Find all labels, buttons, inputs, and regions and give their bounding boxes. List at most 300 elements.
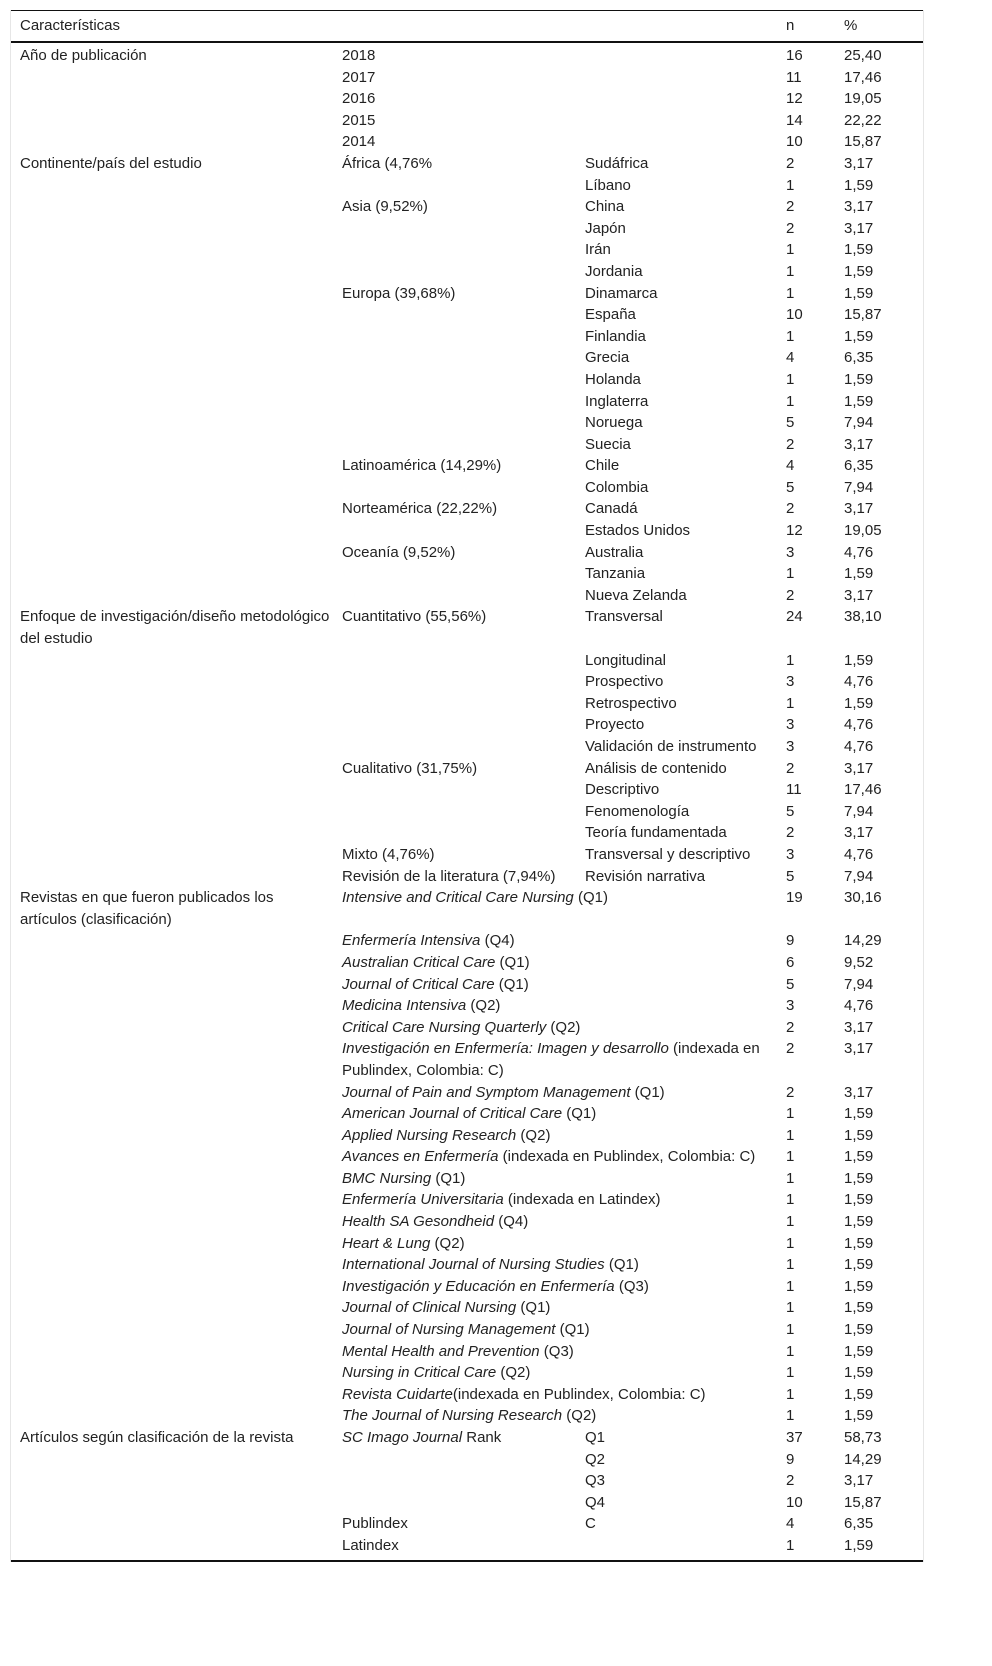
category-cell xyxy=(11,671,333,693)
category-cell xyxy=(11,1405,333,1427)
percent-cell: 4,76 xyxy=(844,716,874,734)
table-header-row xyxy=(11,11,923,43)
count-cell: 3 xyxy=(786,997,795,1015)
table-row xyxy=(11,1168,923,1190)
table-row xyxy=(11,42,923,67)
percent-cell: 7,94 xyxy=(844,478,874,496)
category-cell xyxy=(11,822,333,844)
percent-cell: 1,59 xyxy=(844,694,874,712)
count-cell: 1 xyxy=(786,1385,795,1403)
journal-title: Heart & Lung xyxy=(342,1234,431,1252)
percent-cell: 1,59 xyxy=(844,392,874,410)
group-cell xyxy=(333,218,576,240)
table-row xyxy=(11,1254,923,1276)
table-row xyxy=(11,1427,923,1449)
journal-classification: (Q1) xyxy=(555,1321,590,1339)
subgroup-cell xyxy=(576,110,777,132)
percent-cell: 7,94 xyxy=(844,975,874,993)
subgroup-cell: Teoría fundamentada xyxy=(585,824,727,842)
journal-classification: (Q1) xyxy=(604,1256,639,1274)
group-cell xyxy=(333,412,576,434)
subgroup-cell xyxy=(576,131,777,153)
journal-cell xyxy=(333,1103,777,1125)
table-row xyxy=(11,131,923,153)
table-row xyxy=(11,585,923,607)
index-name: Latindex xyxy=(342,1536,399,1554)
journal-cell xyxy=(333,887,777,930)
index-cell xyxy=(333,1492,576,1514)
subgroup-cell: Sudáfrica xyxy=(585,154,649,172)
percent-cell: 1,59 xyxy=(844,284,874,302)
journal-title: Critical Care Nursing Quarterly xyxy=(342,1018,547,1036)
percent-cell: 3,17 xyxy=(844,198,874,216)
percent-cell: 3,17 xyxy=(844,435,874,453)
category-cell xyxy=(11,1492,333,1514)
category-cell: Año de publicación xyxy=(20,47,147,64)
header-blank-2 xyxy=(576,11,777,43)
subgroup-cell: Retrospectivo xyxy=(585,694,677,712)
table-row xyxy=(11,606,923,649)
group-cell xyxy=(333,585,576,607)
table-row xyxy=(11,261,923,283)
subgroup-cell: España xyxy=(585,306,636,324)
count-cell: 9 xyxy=(786,1450,795,1468)
index-name: Rank xyxy=(462,1429,502,1446)
percent-cell: 3,17 xyxy=(844,824,874,842)
count-cell: 2 xyxy=(786,435,795,453)
table-row xyxy=(11,693,923,715)
category-cell xyxy=(11,498,333,520)
journal-title: Medicina Intensiva xyxy=(342,997,467,1015)
journal-cell xyxy=(333,1038,777,1081)
table-row xyxy=(11,1470,923,1492)
table-row xyxy=(11,1297,923,1319)
percent-cell: 1,59 xyxy=(844,1364,874,1382)
category-cell xyxy=(11,1341,333,1363)
category-cell xyxy=(11,930,333,952)
percent-cell: 1,59 xyxy=(844,1105,874,1123)
category-cell xyxy=(11,1449,333,1471)
quartile-cell: C xyxy=(585,1515,596,1533)
table-row xyxy=(11,498,923,520)
table-row xyxy=(11,110,923,132)
group-cell xyxy=(333,563,576,585)
journal-classification: (Q2) xyxy=(546,1018,581,1036)
category-cell xyxy=(11,1017,333,1039)
percent-cell: 3,17 xyxy=(844,1083,874,1101)
quartile-cell: Q3 xyxy=(585,1472,606,1490)
category-cell xyxy=(11,196,333,218)
category-cell xyxy=(11,974,333,996)
percent-cell: 3,17 xyxy=(844,1040,874,1058)
subgroup-cell: Inglaterra xyxy=(585,392,649,410)
count-cell: 3 xyxy=(786,845,795,863)
percent-cell: 15,87 xyxy=(844,1493,882,1511)
count-cell: 1 xyxy=(786,370,795,388)
index-cell xyxy=(333,1513,576,1535)
table-row xyxy=(11,88,923,110)
table-row xyxy=(11,952,923,974)
percent-cell: 1,59 xyxy=(844,1277,874,1295)
journal-title: Journal of Nursing Management xyxy=(342,1321,556,1339)
journal-classification: (indexada en Latindex) xyxy=(503,1191,661,1209)
percent-cell: 1,59 xyxy=(844,176,874,194)
group-cell: Cualitativo (31,75%) xyxy=(342,759,478,777)
subgroup-cell: Prospectivo xyxy=(585,673,664,691)
journal-title: The Journal of Nursing Research xyxy=(342,1407,563,1425)
table-row xyxy=(11,866,923,888)
journal-classification: (Q1) xyxy=(495,953,530,971)
percent-cell: 38,10 xyxy=(844,608,882,626)
count-cell: 3 xyxy=(786,738,795,755)
table-row xyxy=(11,779,923,801)
table-row xyxy=(11,1211,923,1233)
group-cell: 2017 xyxy=(342,68,376,86)
subgroup-cell: Noruega xyxy=(585,414,643,432)
category-cell xyxy=(11,1082,333,1104)
count-cell: 2 xyxy=(786,1018,795,1036)
category-cell xyxy=(11,369,333,391)
journal-cell xyxy=(333,1341,777,1363)
percent-cell: 22,22 xyxy=(844,111,882,129)
group-cell: Oceanía (9,52%) xyxy=(342,543,456,561)
table-row xyxy=(11,887,923,930)
category-cell xyxy=(11,347,333,369)
count-cell: 1 xyxy=(786,565,795,583)
journal-classification: (indexada en Publindex, Colombia: C) xyxy=(342,1040,764,1079)
count-cell: 1 xyxy=(786,1299,795,1317)
count-cell: 19 xyxy=(786,889,803,907)
journal-cell xyxy=(333,1146,777,1168)
subgroup-cell: Estados Unidos xyxy=(585,522,691,540)
count-cell: 6 xyxy=(786,953,795,971)
percent-cell: 1,59 xyxy=(844,1169,874,1187)
journal-cell xyxy=(333,1362,777,1384)
journal-classification: (Q3) xyxy=(539,1342,574,1360)
group-cell xyxy=(333,239,576,261)
table-row xyxy=(11,412,923,434)
percent-cell: 17,46 xyxy=(844,68,882,86)
table-row xyxy=(11,1017,923,1039)
percent-cell: 6,35 xyxy=(844,457,874,475)
category-cell xyxy=(11,563,333,585)
group-cell: Norteamérica (22,22%) xyxy=(342,500,498,518)
journal-cell xyxy=(333,1168,777,1190)
percent-cell: 58,73 xyxy=(844,1429,882,1446)
subgroup-cell: Holanda xyxy=(585,370,641,388)
table-row xyxy=(11,175,923,197)
category-cell xyxy=(11,218,333,240)
percent-cell: 4,76 xyxy=(844,997,874,1015)
group-cell xyxy=(333,477,576,499)
count-cell: 1 xyxy=(786,1191,795,1209)
count-cell: 4 xyxy=(786,1515,795,1533)
journal-title: Journal of Clinical Nursing xyxy=(342,1299,517,1317)
table-row xyxy=(11,1535,923,1561)
journal-cell xyxy=(333,930,777,952)
subgroup-cell: Finlandia xyxy=(585,327,646,345)
subgroup-cell: Proyecto xyxy=(585,716,645,734)
group-cell: 2018 xyxy=(342,47,376,64)
percent-cell: 7,94 xyxy=(844,802,874,820)
percent-cell: 6,35 xyxy=(844,1515,874,1533)
percent-cell: 1,59 xyxy=(844,651,874,669)
category-cell: Artículos según clasificación de la revista xyxy=(20,1429,294,1446)
count-cell: 5 xyxy=(786,478,795,496)
percent-cell: 3,17 xyxy=(844,759,874,777)
category-cell xyxy=(11,1470,333,1492)
count-cell: 10 xyxy=(786,133,803,151)
percent-cell: 19,05 xyxy=(844,90,882,108)
percent-cell: 1,59 xyxy=(844,327,874,345)
category-cell xyxy=(11,1513,333,1535)
journal-cell xyxy=(333,1017,777,1039)
category-cell xyxy=(11,412,333,434)
journal-title: Health SA Gesondheid xyxy=(342,1213,495,1231)
percent-cell: 3,17 xyxy=(844,219,874,237)
group-cell: 2014 xyxy=(342,133,376,151)
table-row xyxy=(11,1189,923,1211)
subgroup-cell: Longitudinal xyxy=(585,651,666,669)
count-cell: 2 xyxy=(786,824,795,842)
category-cell: Revistas en que fueron publicados los artículos (clasificación) xyxy=(20,889,274,928)
journal-cell xyxy=(333,1233,777,1255)
group-cell: Mixto (4,76%) xyxy=(342,845,435,863)
index-cell xyxy=(333,1449,576,1471)
count-cell: 1 xyxy=(786,1105,795,1123)
table-row xyxy=(11,1405,923,1427)
journal-cell xyxy=(333,1082,777,1104)
table-row xyxy=(11,1492,923,1514)
journal-classification: (Q2) xyxy=(516,1126,551,1144)
category-cell xyxy=(11,283,333,305)
journal-title: Intensive and Critical Care Nursing xyxy=(342,889,574,907)
group-cell xyxy=(333,693,576,715)
category-cell xyxy=(11,477,333,499)
percent-cell: 3,17 xyxy=(844,1018,874,1036)
subgroup-cell: Descriptivo xyxy=(585,781,660,799)
journal-cell xyxy=(333,1211,777,1233)
table-row xyxy=(11,455,923,477)
count-cell: 3 xyxy=(786,673,795,691)
count-cell: 11 xyxy=(786,68,802,86)
category-cell xyxy=(11,585,333,607)
count-cell: 12 xyxy=(786,522,803,540)
category-cell xyxy=(11,1535,333,1561)
journal-classification: (Q1) xyxy=(562,1105,597,1123)
table-row xyxy=(11,326,923,348)
table-row xyxy=(11,1276,923,1298)
table-row xyxy=(11,1146,923,1168)
percent-cell: 17,46 xyxy=(844,781,882,799)
subgroup-cell: Grecia xyxy=(585,349,630,367)
count-cell: 4 xyxy=(786,457,795,475)
count-cell: 5 xyxy=(786,802,795,820)
count-cell: 1 xyxy=(786,327,795,345)
count-cell: 1 xyxy=(786,1234,795,1252)
table-row xyxy=(11,844,923,866)
percent-cell: 1,59 xyxy=(844,1321,874,1339)
count-cell: 1 xyxy=(786,1364,795,1382)
journal-cell xyxy=(333,1297,777,1319)
journal-title: Mental Health and Prevention xyxy=(342,1342,540,1360)
journal-cell xyxy=(333,1405,777,1427)
table-row xyxy=(11,520,923,542)
subgroup-cell: Validación de instrumento xyxy=(585,738,757,755)
count-cell: 2 xyxy=(786,500,795,518)
journal-title: Journal of Critical Care xyxy=(342,975,495,993)
table-row xyxy=(11,304,923,326)
journal-title: Journal of Pain and Symptom Management xyxy=(342,1083,631,1101)
count-cell: 3 xyxy=(786,543,795,561)
percent-cell: 1,59 xyxy=(844,1148,874,1166)
subgroup-cell: Revisión narrativa xyxy=(585,867,706,885)
quartile-cell: Q4 xyxy=(585,1493,606,1511)
count-cell: 1 xyxy=(786,284,795,302)
percent-cell: 4,76 xyxy=(844,738,874,755)
subgroup-cell: Suecia xyxy=(585,435,631,453)
count-cell: 1 xyxy=(786,1213,795,1231)
percent-cell: 3,17 xyxy=(844,154,874,172)
count-cell: 37 xyxy=(786,1429,803,1446)
category-cell xyxy=(11,1254,333,1276)
category-cell xyxy=(11,1384,333,1406)
percent-cell: 1,59 xyxy=(844,565,874,583)
table-row xyxy=(11,1449,923,1471)
group-cell xyxy=(333,520,576,542)
subgroup-cell: Fenomenología xyxy=(585,802,690,820)
table-row xyxy=(11,283,923,305)
journal-classification: (Q1) xyxy=(494,975,529,993)
percent-cell: 1,59 xyxy=(844,241,874,259)
journal-cell xyxy=(333,1319,777,1341)
group-cell: Latinoamérica (14,29%) xyxy=(342,457,502,475)
header-blank-1 xyxy=(333,11,576,43)
percent-cell: 25,40 xyxy=(844,47,882,64)
journal-title: Revista Cuidarte xyxy=(342,1385,453,1403)
count-cell: 1 xyxy=(786,176,795,194)
subgroup-cell: Colombia xyxy=(585,478,649,496)
subgroup-cell: China xyxy=(585,198,625,216)
group-cell: Europa (39,68%) xyxy=(342,284,456,302)
subgroup-cell xyxy=(576,42,777,67)
subgroup-cell xyxy=(576,67,777,89)
index-cell xyxy=(333,1470,576,1492)
journal-title: Enfermería Intensiva xyxy=(342,932,481,950)
group-cell xyxy=(333,175,576,197)
journal-cell xyxy=(333,1125,777,1147)
count-cell: 2 xyxy=(786,198,795,216)
count-cell: 11 xyxy=(786,781,802,799)
percent-cell: 7,94 xyxy=(844,867,874,885)
percent-cell: 1,59 xyxy=(844,1234,874,1252)
category-cell xyxy=(11,779,333,801)
category-cell xyxy=(11,693,333,715)
subgroup-cell: Transversal y descriptivo xyxy=(585,845,751,863)
category-cell xyxy=(11,650,333,672)
table-row xyxy=(11,1125,923,1147)
category-cell xyxy=(11,1146,333,1168)
percent-cell: 3,17 xyxy=(844,586,874,604)
category-cell xyxy=(11,1189,333,1211)
percent-cell: 15,87 xyxy=(844,306,882,324)
percent-cell: 7,94 xyxy=(844,414,874,432)
group-cell xyxy=(333,391,576,413)
index-cell xyxy=(333,1535,576,1561)
count-cell: 10 xyxy=(786,1493,803,1511)
table-row xyxy=(11,391,923,413)
subgroup-cell: Análisis de contenido xyxy=(585,759,727,777)
table-row xyxy=(11,477,923,499)
header-characteristics: Características xyxy=(11,11,333,43)
table-row xyxy=(11,822,923,844)
group-cell xyxy=(333,304,576,326)
category-cell xyxy=(11,801,333,823)
table-row xyxy=(11,1319,923,1341)
journal-classification: (Q4) xyxy=(494,1213,529,1231)
table-row xyxy=(11,153,923,175)
count-cell: 1 xyxy=(786,1126,795,1144)
table-row xyxy=(11,1362,923,1384)
table-body xyxy=(11,42,923,1561)
subgroup-cell: Tanzania xyxy=(585,565,646,583)
subgroup-cell: Chile xyxy=(585,457,620,475)
journal-classification: (indexada en Publindex, Colombia: C) xyxy=(452,1385,706,1403)
count-cell: 1 xyxy=(786,1169,795,1187)
table-row xyxy=(11,1038,923,1081)
journal-classification: (Q1) xyxy=(516,1299,551,1317)
table-row xyxy=(11,239,923,261)
journal-title: Nursing in Critical Care xyxy=(342,1364,497,1382)
journal-title: Enfermería Universitaria xyxy=(342,1191,504,1209)
count-cell: 1 xyxy=(786,392,795,410)
category-cell xyxy=(11,239,333,261)
percent-cell: 6,35 xyxy=(844,349,874,367)
category-cell xyxy=(11,542,333,564)
table-row xyxy=(11,563,923,585)
group-cell xyxy=(333,650,576,672)
count-cell: 2 xyxy=(786,1472,795,1490)
count-cell: 9 xyxy=(786,932,795,950)
category-cell xyxy=(11,434,333,456)
category-cell xyxy=(11,1297,333,1319)
category-cell xyxy=(11,758,333,780)
subgroup-cell: Dinamarca xyxy=(585,284,658,302)
table-row xyxy=(11,671,923,693)
percent-cell: 1,59 xyxy=(844,1299,874,1317)
group-cell xyxy=(333,779,576,801)
category-cell xyxy=(11,736,333,758)
journal-classification: (Q3) xyxy=(614,1277,649,1295)
subgroup-cell xyxy=(576,88,777,110)
characteristics-table xyxy=(11,10,923,1562)
journal-classification: (Q2) xyxy=(562,1407,597,1425)
subgroup-cell: Japón xyxy=(585,219,626,237)
count-cell: 5 xyxy=(786,414,795,432)
table-row xyxy=(11,1103,923,1125)
group-cell: Cuantitativo (55,56%) xyxy=(342,608,487,626)
table-row xyxy=(11,347,923,369)
percent-cell: 4,76 xyxy=(844,673,874,691)
category-cell xyxy=(11,520,333,542)
group-cell xyxy=(333,671,576,693)
count-cell: 5 xyxy=(786,867,795,885)
count-cell: 1 xyxy=(786,694,795,712)
index-name-italic: SC Imago Journal xyxy=(342,1429,463,1446)
percent-cell: 4,76 xyxy=(844,543,874,561)
journal-title: Applied Nursing Research xyxy=(342,1126,517,1144)
journal-title: American Journal of Critical Care xyxy=(342,1105,563,1123)
